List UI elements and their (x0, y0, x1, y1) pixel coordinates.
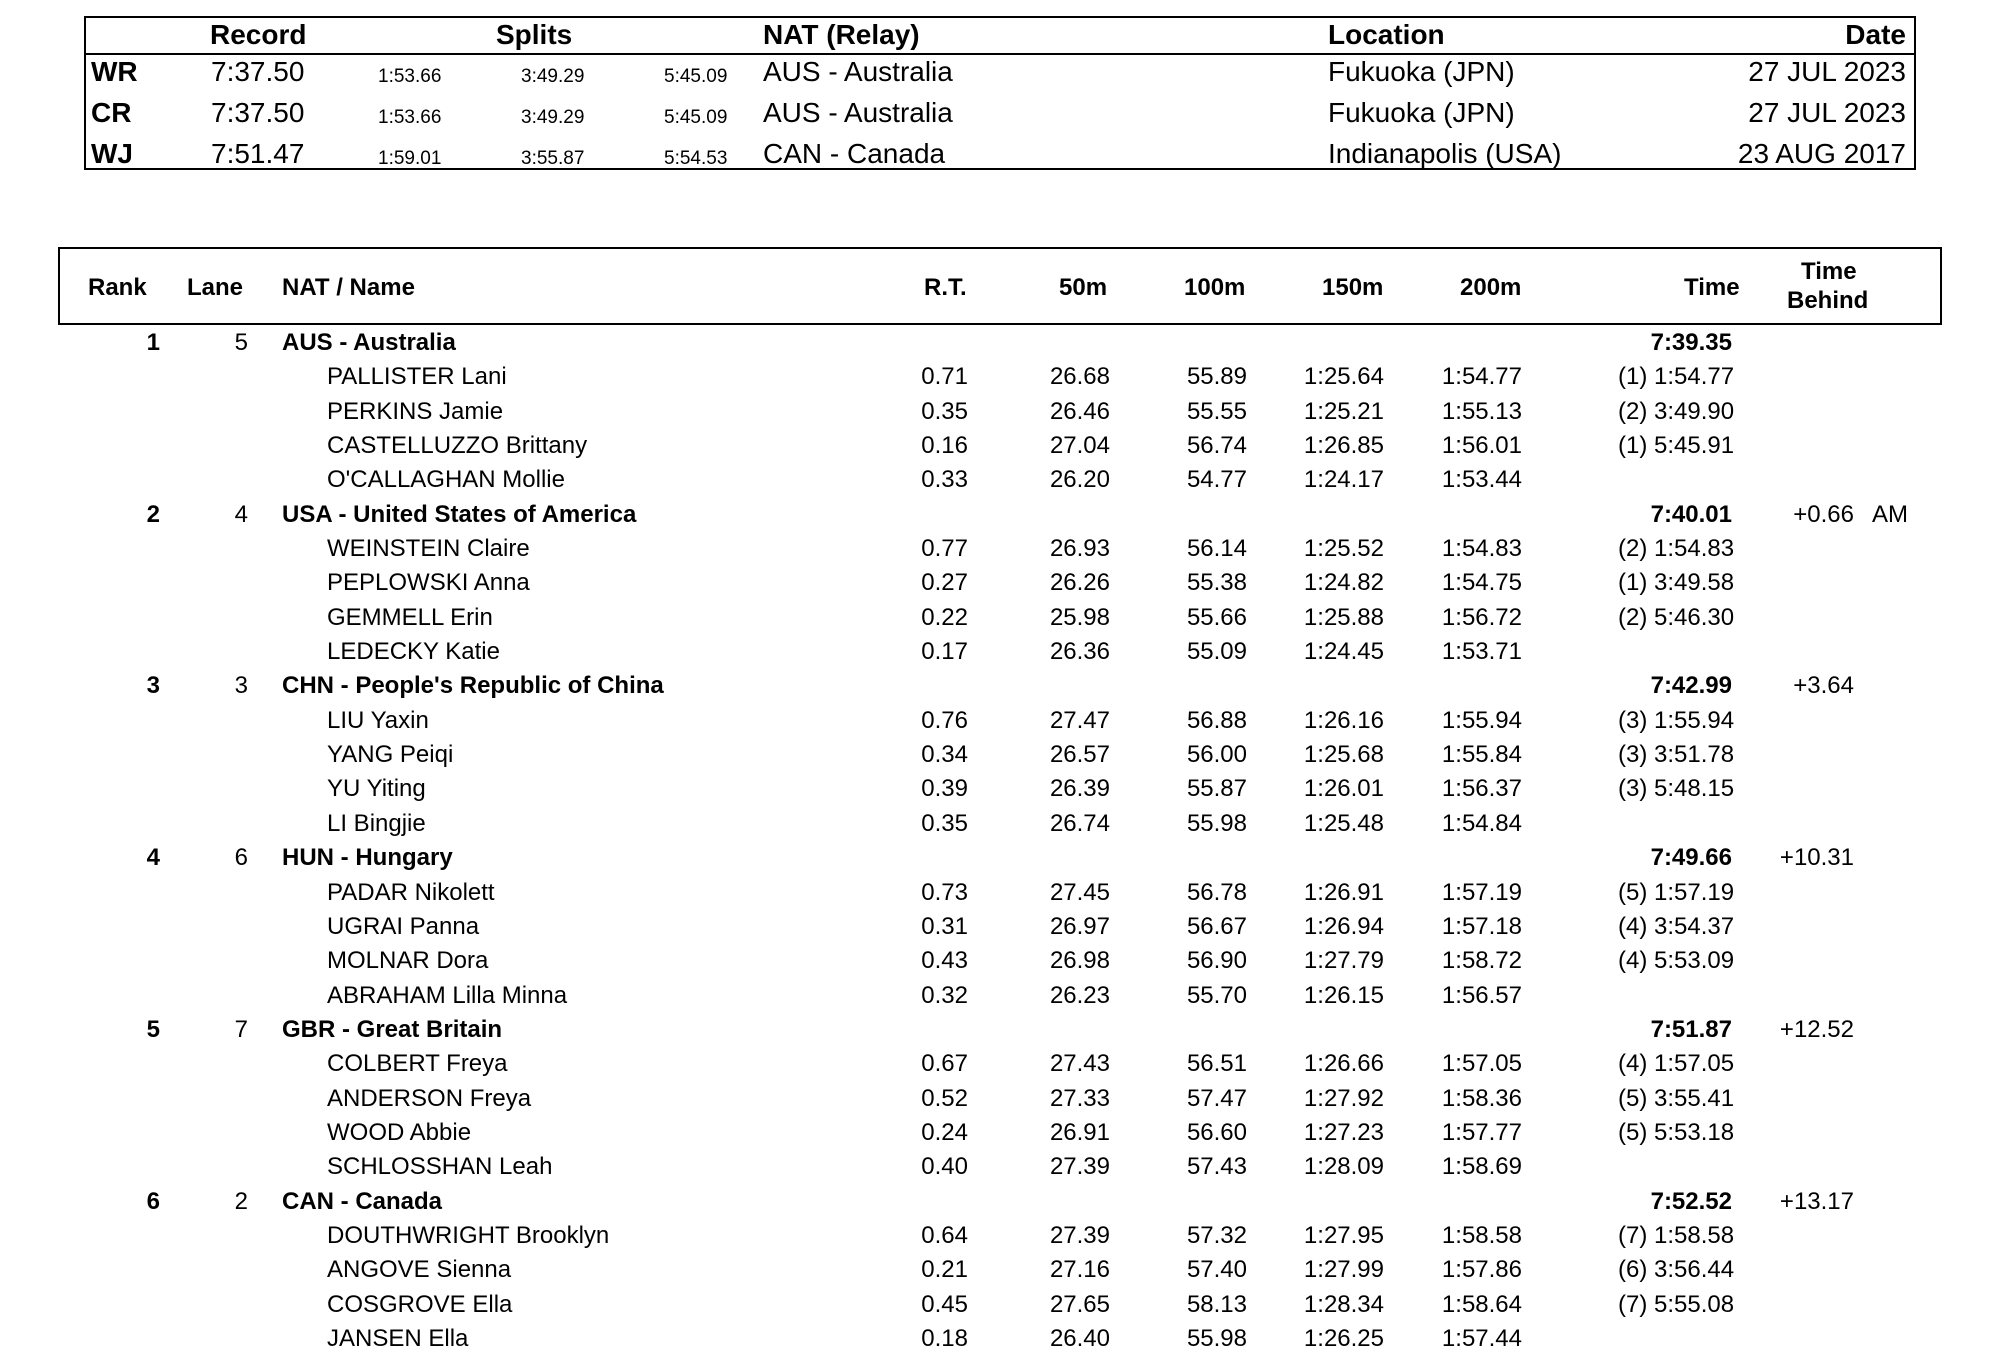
team-name: AUS - Australia (282, 329, 456, 356)
records-header-record: Record (210, 19, 307, 50)
swimmer-row (0, 807, 1994, 841)
header-behind-line2: Behind (1787, 287, 1869, 314)
swimmer-name: LI Bingjie (327, 809, 426, 837)
team-time-behind: +12.52 (1779, 1015, 1854, 1043)
team-lane: 5 (234, 329, 248, 356)
team-time: 7:51.87 (1650, 1015, 1732, 1043)
reaction-time: 0.16 (921, 432, 968, 460)
results-header (58, 247, 1942, 325)
team-rank: 3 (146, 672, 160, 700)
record-split-3: 5:45.09 (664, 66, 728, 87)
team-time-behind: +3.64 (1793, 672, 1854, 700)
split-200m: 1:58.69 (1441, 1153, 1522, 1181)
reaction-time: 0.27 (921, 569, 968, 597)
split-150m: 1:25.52 (1303, 535, 1384, 563)
header-nat-name: NAT / Name (282, 274, 415, 301)
team-name: GBR - Great Britain (282, 1015, 503, 1043)
split-200m: 1:57.77 (1441, 1118, 1522, 1146)
record-nat: AUS - Australia (763, 56, 953, 87)
record-code: WJ (91, 138, 133, 169)
split-150m: 1:24.45 (1303, 638, 1384, 666)
reaction-time: 0.73 (921, 878, 968, 906)
swimmer-row (0, 601, 1994, 635)
split-100m: 55.70 (1186, 981, 1247, 1009)
records-header-row (86, 18, 1914, 58)
split-200m: 1:56.57 (1441, 981, 1522, 1009)
team-time: 7:39.35 (1650, 329, 1732, 356)
record-split-2: 3:49.29 (521, 66, 585, 87)
split-100m: 57.40 (1186, 1256, 1247, 1284)
split-100m: 56.74 (1186, 432, 1247, 460)
team-row (0, 841, 1994, 875)
team-lane: 2 (234, 1187, 248, 1215)
split-100m: 56.78 (1186, 878, 1247, 906)
cumulative-time: (1) 5:45.91 (1618, 432, 1735, 460)
split-100m: 54.77 (1186, 466, 1247, 494)
split-150m: 1:24.82 (1303, 569, 1384, 597)
split-200m: 1:57.18 (1441, 912, 1522, 940)
split-100m: 56.60 (1186, 1118, 1247, 1146)
swimmer-name: COLBERT Freya (327, 1050, 508, 1078)
team-time-behind: +10.31 (1779, 844, 1854, 872)
reaction-time: 0.31 (921, 912, 968, 940)
header-50m: 50m (1059, 274, 1108, 301)
split-50m: 26.26 (1049, 569, 1110, 597)
swimmer-name: GEMMELL Erin (327, 603, 493, 631)
swimmer-name: COSGROVE Ella (327, 1290, 513, 1318)
record-split-1: 1:53.66 (378, 107, 442, 128)
split-200m: 1:54.75 (1441, 569, 1522, 597)
team-row (0, 326, 1994, 360)
team-rank: 1 (146, 329, 160, 356)
split-50m: 26.97 (1049, 912, 1110, 940)
split-150m: 1:26.94 (1303, 912, 1384, 940)
reaction-time: 0.35 (921, 809, 968, 837)
cumulative-time: (1) 1:54.77 (1618, 363, 1735, 391)
record-time: 7:37.50 (211, 97, 305, 128)
cumulative-time: (7) 5:55.08 (1618, 1290, 1735, 1318)
split-50m: 27.33 (1049, 1084, 1110, 1112)
split-100m: 55.98 (1186, 809, 1247, 837)
swimmer-row (0, 429, 1994, 463)
split-200m: 1:56.72 (1441, 603, 1522, 631)
team-rank: 4 (146, 844, 160, 872)
swimmer-name: PERKINS Jamie (327, 397, 504, 425)
cumulative-time: (6) 3:56.44 (1618, 1256, 1735, 1284)
split-200m: 1:55.84 (1441, 741, 1522, 769)
swimmer-name: SCHLOSSHAN Leah (327, 1153, 553, 1181)
split-50m: 26.57 (1049, 741, 1110, 769)
records-header-splits: Splits (496, 19, 573, 50)
swimmer-name: ANDERSON Freya (327, 1084, 532, 1112)
records-header-location: Location (1328, 19, 1445, 50)
swimmer-name: ANGOVE Sienna (327, 1256, 512, 1284)
split-50m: 26.36 (1049, 638, 1110, 666)
results-list (0, 326, 1994, 1356)
swimmer-name: ABRAHAM Lilla Minna (327, 981, 568, 1009)
team-time-behind: +0.66 (1793, 500, 1854, 528)
split-150m: 1:26.25 (1303, 1324, 1384, 1352)
swimmer-name: PADAR Nikolett (327, 878, 495, 906)
swimmer-name: JANSEN Ella (327, 1324, 469, 1352)
reaction-time: 0.43 (921, 947, 968, 975)
team-record-note: AM (1872, 500, 1908, 528)
split-50m: 26.40 (1049, 1324, 1110, 1352)
record-row-wr (86, 56, 1914, 96)
split-150m: 1:27.79 (1303, 947, 1384, 975)
swimmer-name: CASTELLUZZO Brittany (327, 432, 588, 460)
split-50m: 26.68 (1049, 363, 1110, 391)
record-split-3: 5:45.09 (664, 107, 728, 128)
record-time: 7:51.47 (211, 138, 305, 169)
records-header-nat: NAT (Relay) (763, 19, 920, 50)
split-150m: 1:28.09 (1303, 1153, 1384, 1181)
swimmer-name: LIU Yaxin (327, 706, 429, 734)
split-50m: 26.74 (1049, 809, 1110, 837)
split-200m: 1:57.44 (1441, 1324, 1522, 1352)
split-50m: 27.04 (1049, 432, 1110, 460)
swimmer-name: DOUTHWRIGHT Brooklyn (327, 1221, 610, 1249)
split-100m: 55.87 (1186, 775, 1247, 803)
split-150m: 1:26.91 (1303, 878, 1384, 906)
header-lane: Lane (187, 274, 244, 301)
split-100m: 57.43 (1186, 1153, 1247, 1181)
split-50m: 26.20 (1049, 466, 1110, 494)
team-lane: 7 (234, 1015, 248, 1043)
split-200m: 1:58.36 (1441, 1084, 1522, 1112)
split-150m: 1:27.92 (1303, 1084, 1384, 1112)
swimmer-row (0, 738, 1994, 772)
header-rank: Rank (88, 274, 147, 301)
team-lane: 4 (234, 500, 248, 528)
record-nat: AUS - Australia (763, 97, 953, 128)
reaction-time: 0.22 (921, 603, 968, 631)
split-100m: 56.00 (1186, 741, 1247, 769)
split-150m: 1:27.95 (1303, 1221, 1384, 1249)
record-time: 7:37.50 (211, 56, 305, 87)
split-50m: 26.23 (1049, 981, 1110, 1009)
reaction-time: 0.18 (921, 1324, 968, 1352)
split-150m: 1:25.68 (1303, 741, 1384, 769)
team-time: 7:40.01 (1650, 500, 1732, 528)
team-row (0, 1185, 1994, 1219)
swimmer-row (0, 566, 1994, 600)
split-150m: 1:25.64 (1303, 363, 1384, 391)
split-50m: 26.93 (1049, 535, 1110, 563)
split-150m: 1:27.23 (1303, 1118, 1384, 1146)
swimmer-name: YU Yiting (327, 775, 426, 803)
split-150m: 1:26.16 (1303, 706, 1384, 734)
record-location: Fukuoka (JPN) (1328, 56, 1515, 87)
swimmer-row (0, 463, 1994, 497)
split-200m: 1:58.58 (1441, 1221, 1522, 1249)
team-time: 7:42.99 (1650, 672, 1732, 700)
split-50m: 26.46 (1049, 397, 1110, 425)
cumulative-time: (2) 1:54.83 (1618, 535, 1735, 563)
split-150m: 1:24.17 (1303, 466, 1384, 494)
record-row-wj (86, 138, 1914, 178)
record-split-1: 1:53.66 (378, 66, 442, 87)
split-100m: 56.67 (1186, 912, 1247, 940)
split-150m: 1:28.34 (1303, 1290, 1384, 1318)
swimmer-row (0, 1219, 1994, 1253)
swimmer-row (0, 704, 1994, 738)
header-150m: 150m (1322, 274, 1384, 301)
swimmer-row (0, 772, 1994, 806)
split-150m: 1:25.48 (1303, 809, 1384, 837)
records-divider (86, 53, 1914, 55)
record-date: 27 JUL 2023 (1748, 97, 1906, 128)
reaction-time: 0.24 (921, 1118, 968, 1146)
split-50m: 27.39 (1049, 1221, 1110, 1249)
cumulative-time: (5) 3:55.41 (1618, 1084, 1735, 1112)
swimmer-row (0, 360, 1994, 394)
swimmer-row (0, 1288, 1994, 1322)
cumulative-time: (4) 5:53.09 (1618, 947, 1735, 975)
split-200m: 1:53.44 (1441, 466, 1522, 494)
split-200m: 1:57.19 (1441, 878, 1522, 906)
team-time-behind: +13.17 (1779, 1187, 1854, 1215)
record-date: 23 AUG 2017 (1737, 138, 1906, 169)
reaction-time: 0.34 (921, 741, 968, 769)
split-150m: 1:26.66 (1303, 1050, 1384, 1078)
split-100m: 56.88 (1186, 706, 1247, 734)
header-time: Time (1684, 274, 1740, 301)
reaction-time: 0.45 (921, 1290, 968, 1318)
cumulative-time: (3) 3:51.78 (1618, 741, 1735, 769)
cumulative-time: (4) 1:57.05 (1618, 1050, 1735, 1078)
cumulative-time: (3) 1:55.94 (1618, 706, 1735, 734)
swimmer-row (0, 1322, 1994, 1356)
cumulative-time: (2) 3:49.90 (1618, 397, 1735, 425)
record-date: 27 JUL 2023 (1748, 56, 1906, 87)
cumulative-time: (1) 3:49.58 (1618, 569, 1735, 597)
split-200m: 1:57.86 (1441, 1256, 1522, 1284)
swimmer-row (0, 635, 1994, 669)
record-nat: CAN - Canada (763, 138, 946, 169)
split-50m: 26.39 (1049, 775, 1110, 803)
team-name: HUN - Hungary (282, 844, 453, 872)
swimmer-row (0, 395, 1994, 429)
split-200m: 1:56.01 (1441, 432, 1522, 460)
swimmer-name: MOLNAR Dora (327, 947, 489, 975)
swimmer-row (0, 876, 1994, 910)
swimmer-name: PALLISTER Lani (327, 363, 507, 391)
team-lane: 6 (234, 844, 248, 872)
split-100m: 57.32 (1186, 1221, 1247, 1249)
swimmer-name: PEPLOWSKI Anna (327, 569, 530, 597)
header-rt: R.T. (924, 274, 967, 301)
split-50m: 27.47 (1049, 706, 1110, 734)
swimmer-name: WOOD Abbie (327, 1118, 472, 1146)
split-50m: 27.45 (1049, 878, 1110, 906)
reaction-time: 0.64 (921, 1221, 968, 1249)
reaction-time: 0.77 (921, 535, 968, 563)
cumulative-time: (2) 5:46.30 (1618, 603, 1735, 631)
split-200m: 1:56.37 (1441, 775, 1522, 803)
split-100m: 57.47 (1186, 1084, 1247, 1112)
reaction-time: 0.71 (921, 363, 968, 391)
split-100m: 55.98 (1186, 1324, 1247, 1352)
team-row (0, 669, 1994, 703)
split-150m: 1:26.01 (1303, 775, 1384, 803)
swimmer-name: YANG Peiqi (327, 741, 454, 769)
reaction-time: 0.35 (921, 397, 968, 425)
reaction-time: 0.32 (921, 981, 968, 1009)
records-header-date: Date (1845, 19, 1906, 50)
split-100m: 56.90 (1186, 947, 1247, 975)
split-200m: 1:55.13 (1441, 397, 1522, 425)
split-200m: 1:55.94 (1441, 706, 1522, 734)
split-100m: 55.55 (1186, 397, 1247, 425)
record-row-cr (86, 97, 1914, 137)
team-row (0, 1013, 1994, 1047)
team-name: USA - United States of America (282, 500, 637, 528)
cumulative-time: (3) 5:48.15 (1618, 775, 1735, 803)
team-lane: 3 (234, 672, 248, 700)
team-time: 7:49.66 (1650, 844, 1732, 872)
cumulative-time: (4) 3:54.37 (1618, 912, 1735, 940)
swimmer-row (0, 1047, 1994, 1081)
split-150m: 1:27.99 (1303, 1256, 1384, 1284)
header-behind-line1: Time (1801, 258, 1857, 285)
split-100m: 55.66 (1186, 603, 1247, 631)
reaction-time: 0.39 (921, 775, 968, 803)
cumulative-time: (7) 1:58.58 (1618, 1221, 1735, 1249)
reaction-time: 0.33 (921, 466, 968, 494)
team-rank: 6 (146, 1187, 160, 1215)
record-split-2: 3:55.87 (521, 148, 585, 169)
split-200m: 1:54.84 (1441, 809, 1522, 837)
split-50m: 25.98 (1049, 603, 1110, 631)
team-time: 7:52.52 (1650, 1187, 1732, 1215)
split-50m: 27.39 (1049, 1153, 1110, 1181)
record-code: CR (91, 97, 132, 128)
swimmer-row (0, 979, 1994, 1013)
record-split-2: 3:49.29 (521, 107, 585, 128)
record-split-1: 1:59.01 (378, 148, 442, 169)
swimmer-row (0, 944, 1994, 978)
swimmer-name: UGRAI Panna (327, 912, 480, 940)
record-split-3: 5:54.53 (664, 148, 728, 169)
split-100m: 56.51 (1186, 1050, 1247, 1078)
split-200m: 1:57.05 (1441, 1050, 1522, 1078)
reaction-time: 0.21 (921, 1256, 968, 1284)
swimmer-name: O'CALLAGHAN Mollie (327, 466, 565, 494)
team-row (0, 498, 1994, 532)
swimmer-name: WEINSTEIN Claire (327, 535, 530, 563)
split-100m: 58.13 (1186, 1290, 1247, 1318)
split-50m: 27.16 (1049, 1256, 1110, 1284)
cumulative-time: (5) 5:53.18 (1618, 1118, 1735, 1146)
split-150m: 1:25.88 (1303, 603, 1384, 631)
reaction-time: 0.67 (921, 1050, 968, 1078)
split-150m: 1:26.15 (1303, 981, 1384, 1009)
split-50m: 26.91 (1049, 1118, 1110, 1146)
reaction-time: 0.76 (921, 706, 968, 734)
split-50m: 27.65 (1049, 1290, 1110, 1318)
reaction-time: 0.17 (921, 638, 968, 666)
header-100m: 100m (1184, 274, 1246, 301)
cumulative-time: (5) 1:57.19 (1618, 878, 1735, 906)
swimmer-row (0, 532, 1994, 566)
record-location: Fukuoka (JPN) (1328, 97, 1515, 128)
split-50m: 26.98 (1049, 947, 1110, 975)
split-200m: 1:54.77 (1441, 363, 1522, 391)
swimmer-name: LEDECKY Katie (327, 638, 500, 666)
records-table (84, 16, 1916, 170)
reaction-time: 0.52 (921, 1084, 968, 1112)
split-100m: 55.09 (1186, 638, 1247, 666)
split-50m: 27.43 (1049, 1050, 1110, 1078)
team-rank: 2 (146, 500, 160, 528)
swimmer-row (0, 1150, 1994, 1184)
team-name: CHN - People's Republic of China (282, 672, 664, 700)
split-100m: 56.14 (1186, 535, 1247, 563)
swimmer-row (0, 1253, 1994, 1287)
record-code: WR (91, 56, 138, 87)
split-100m: 55.89 (1186, 363, 1247, 391)
header-200m: 200m (1460, 274, 1522, 301)
split-150m: 1:26.85 (1303, 432, 1384, 460)
split-200m: 1:53.71 (1441, 638, 1522, 666)
split-200m: 1:58.72 (1441, 947, 1522, 975)
record-location: Indianapolis (USA) (1328, 138, 1562, 169)
split-200m: 1:58.64 (1441, 1290, 1522, 1318)
split-150m: 1:25.21 (1303, 397, 1384, 425)
swimmer-row (0, 1116, 1994, 1150)
split-200m: 1:54.83 (1441, 535, 1522, 563)
split-100m: 55.38 (1186, 569, 1247, 597)
team-name: CAN - Canada (282, 1187, 443, 1215)
swimmer-row (0, 1082, 1994, 1116)
reaction-time: 0.40 (921, 1153, 968, 1181)
team-rank: 5 (146, 1015, 160, 1043)
swimmer-row (0, 910, 1994, 944)
